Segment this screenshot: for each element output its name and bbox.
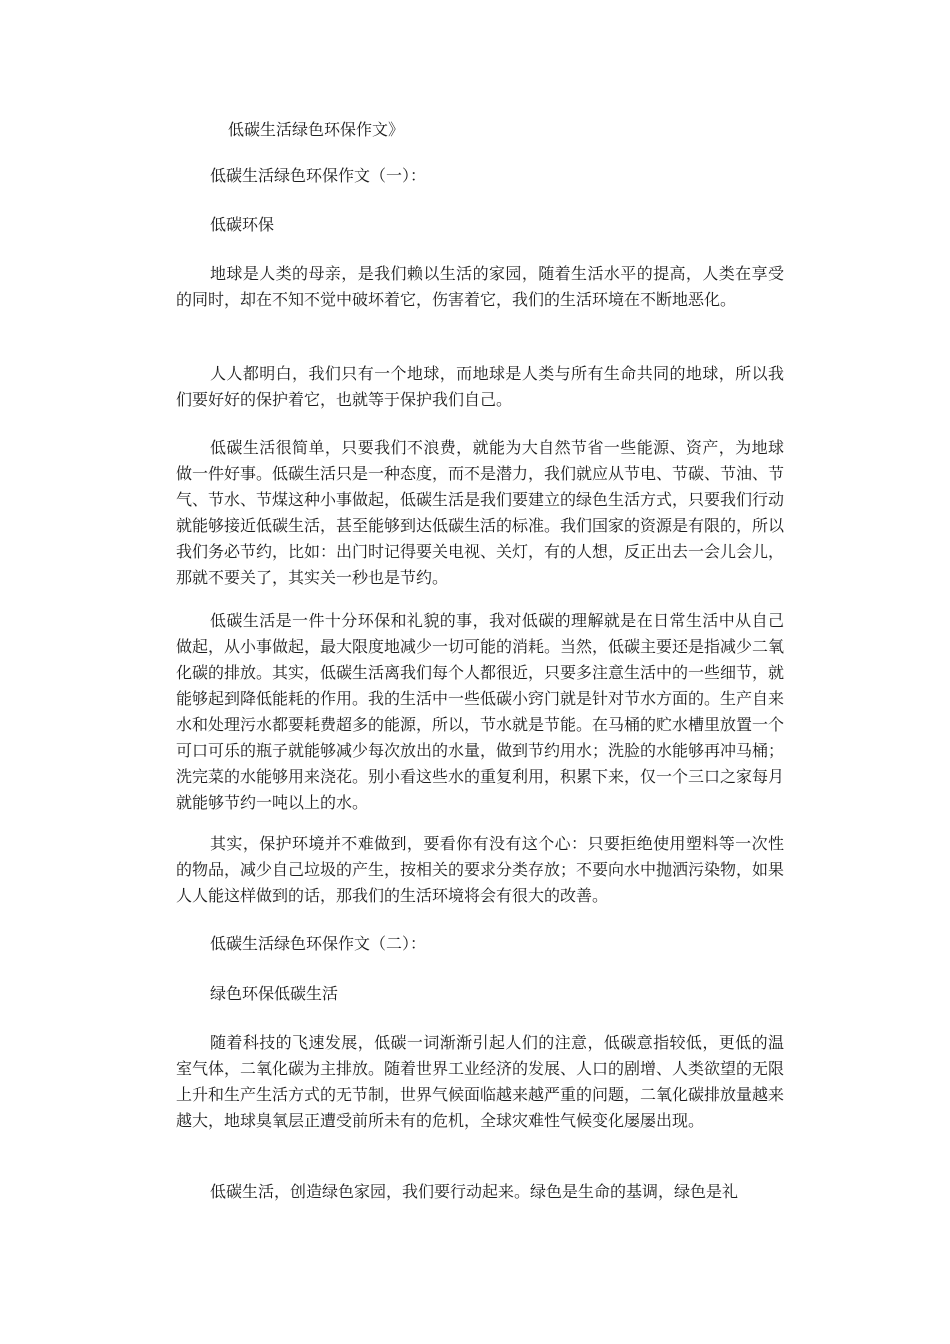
section-1-paragraph-3: 低碳生活很简单，只要我们不浪费，就能为大自然节省一些能源、资产，为地球做一件好事。低碳生活只是一种态度，而不是潜力，我们就应从节电、节碳、节油、节气、节水、节煤这种小事做起，低碳生活是我们要建立的绿色生活方式，只要我们行动就能够接近低碳生活，甚至能够到达低碳生活的标准。我们国家的资源是有限的，所以我们务必节约，比如：出门时记得要关电视、关灯，有的人想，反正出去一会儿会儿，那就不要关了，其实关一秒也是节约。 [176, 438, 785, 587]
section-2-paragraph-1: 随着科技的飞速发展，低碳一词渐渐引起人们的注意，低碳意指较低，更低的温室气体，二氧化碳为主排放。随着世界工业经济的发展、人口的剧增、人类欲望的无限上升和生产生活方式的无节制，世界气候面临越来越严重的问题，二氧化碳排放量越来越大，地球臭氧层正遭受前所未有的危机，全球灾难性气候变化屡屡出现。 [176, 1033, 785, 1130]
section-1-paragraph-1: 地球是人类的母亲，是我们赖以生活的家园，随着生活水平的提高，人类在享受的同时，却在不知不觉中破坏着它，伤害着它，我们的生活环境在不断地恶化。 [176, 264, 784, 309]
section-1-subtitle: 低碳环保 [210, 215, 275, 234]
document-title: 低碳生活绿色环保作文》 [228, 120, 405, 139]
section-1-heading: 低碳生活绿色环保作文（一）： [210, 166, 427, 185]
section-2-subtitle: 绿色环保低碳生活 [210, 984, 339, 1003]
section-1-paragraph-4: 低碳生活是一件十分环保和礼貌的事，我对低碳的理解就是在日常生活中从自己做起，从小事做起，最大限度地减少一切可能的消耗。当然，低碳主要还是指减少二氧化碳的排放。其实，低碳生活离我们每个人都很近，只要多注意生活中的一些细节，就能够起到降低能耗的作用。我的生活中一些低碳小窍门就是针对节水方面的。生产自来水和处理污水都要耗费超多的能源，所以，节水就是节能。在马桶的贮水槽里放置一个可口可乐的瓶子就能够减少每次放出的水量，做到节约用水；洗脸的水能够再冲马桶；洗完菜的水能够用来浇花。别小看这些水的重复利用，积累下来，仅一个三口之家每月就能够节约一吨以上的水。 [176, 611, 785, 812]
section-2-heading: 低碳生活绿色环保作文（二）： [210, 934, 427, 953]
section-1-paragraph-2: 人人都明白，我们只有一个地球，而地球是人类与所有生命共同的地球，所以我们要好好的保护着它，也就等于保护我们自己。 [176, 364, 784, 409]
section-2-paragraph-2: 低碳生活，创造绿色家园，我们要行动起来。绿色是生命的基调，绿色是礼 [210, 1182, 739, 1201]
section-1-paragraph-5: 其实，保护环境并不难做到，要看你有没有这个心：只要拒绝使用塑料等一次性的物品，减少自己垃圾的产生，按相关的要求分类存放；不要向水中抛洒污染物，如果人人能这样做到的话，那我们的生活环境将会有很大的改善。 [176, 834, 785, 905]
